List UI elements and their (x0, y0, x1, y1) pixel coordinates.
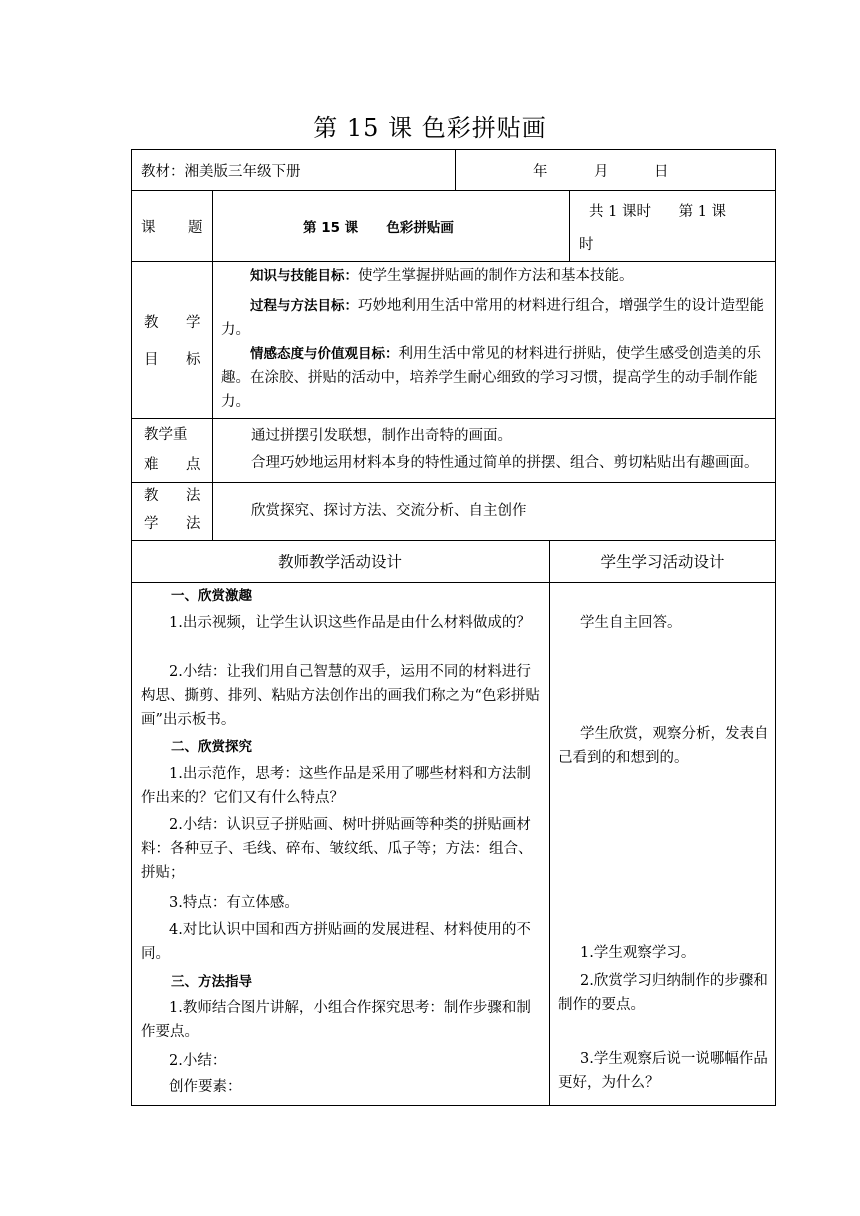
section-heading: 三、方法指导 (171, 974, 252, 990)
col-divider (549, 540, 550, 1106)
row-divider (131, 582, 776, 583)
student-paragraph: 3.学生观察后说一说哪幅作品更好，为什么？ (558, 1051, 768, 1091)
method-label: 学 (144, 516, 159, 532)
student-paragraph: 学生自主回答。 (580, 615, 682, 631)
teacher-paragraph: 1.出示视频，让学生认识这些作品是由什么材料做成的？ (169, 615, 531, 631)
focus-point: 合理巧妙地运用材料本身的特性通过简单的拼摆、组合、剪切粘贴出有趣画面。 (251, 455, 759, 471)
hours-info: 共 1 课时 第 1 课 (589, 204, 727, 220)
date-day-label: 日 (654, 164, 669, 180)
lesson-title: 第 15 课 色彩拼贴画 (303, 220, 454, 236)
teacher-activity-header: 教师教学活动设计 (277, 553, 402, 571)
row-divider (131, 540, 776, 541)
teacher-paragraph: 1.出示范作，思考：这些作品是采用了哪些材料和方法制作出来的？它们又有什么特点？ (141, 766, 531, 806)
focus-point: 通过拼摆引发联想，制作出奇特的画面。 (251, 428, 512, 444)
goals-label: 教 (144, 315, 159, 331)
teacher-paragraph: 2.小结： (169, 1053, 227, 1069)
teacher-paragraph: 创作要素： (169, 1079, 242, 1095)
teacher-paragraph: 1.教师结合图片讲解，小组合作探究思考：制作步骤和制作要点。 (141, 1000, 531, 1040)
date-year-label: 年 (533, 164, 548, 180)
student-paragraph: 2.欣赏学习归纳制作的步骤和制作的要点。 (558, 973, 768, 1013)
method-label: 法 (186, 516, 201, 532)
student-activity-header: 学生学习活动设计 (600, 553, 725, 571)
teacher-paragraph: 3.特点：有立体感。 (169, 895, 299, 911)
hours-info: 时 (579, 237, 594, 253)
method-label: 法 (186, 488, 201, 504)
goal-heading: 知识与技能目标： (250, 268, 358, 284)
method-label: 教 (144, 488, 159, 504)
goal-text: 利用生活中常见的材料进行拼贴，使学生感受创造美的乐趣。在涂胶、拼贴的活动中，培养学生耐心细致的学习习惯，提高学生的动手制作能力。 (221, 346, 761, 410)
method-text: 欣赏探究、探讨方法、交流分析、自主创作 (251, 503, 527, 519)
goals-label: 目 (144, 352, 159, 368)
teacher-paragraph: 2.小结：让我们用自己智慧的双手，运用不同的材料进行构思、撕剪、排列、粘贴方法创作出的画我们称之为“色彩拼贴画”出示板书。 (141, 664, 540, 728)
goal-heading: 情感态度与价值观目标： (250, 346, 399, 362)
goal-knowledge (221, 264, 769, 288)
section-heading: 一、欣赏激趣 (171, 588, 252, 604)
focus-label: 点 (186, 457, 201, 473)
student-paragraph: 1.学生观察学习。 (580, 945, 696, 961)
col-divider (455, 149, 456, 190)
goal-text: 巧妙地利用生活中常用的材料进行组合，增强学生的设计造型能力。 (221, 298, 764, 338)
page-title: 第 15 课 色彩拼贴画 (313, 114, 547, 142)
goal-heading: 过程与方法目标： (250, 298, 358, 314)
textbook-info: 教材：湘美版三年级下册 (141, 164, 301, 180)
goals-label: 学 (186, 315, 201, 331)
col-divider (569, 190, 570, 261)
goal-process (221, 294, 769, 342)
goal-text: 使学生掌握拼贴画的制作方法和基本技能。 (358, 268, 634, 284)
row-divider (131, 261, 776, 262)
focus-label: 教学重 (144, 427, 188, 443)
row-divider (131, 190, 776, 191)
section-heading: 二、欣赏探究 (171, 739, 252, 755)
teacher-paragraph: 4.对比认识中国和西方拼贴画的发展进程、材料使用的不同。 (141, 922, 531, 962)
col-divider (212, 190, 213, 540)
focus-label: 难 (144, 457, 159, 473)
row-divider (131, 418, 776, 419)
teacher-paragraph: 2.小结：认识豆子拼贴画、树叶拼贴画等种类的拼贴画材料：各种豆子、毛线、碎布、皱纹纸、瓜子等；方法：组合、拼贴； (141, 817, 533, 881)
topic-label: 题 (188, 220, 203, 236)
row-divider (131, 482, 776, 483)
goal-attitude (221, 342, 769, 414)
student-paragraph: 学生欣赏，观察分析，发表自己看到的和想到的。 (558, 726, 769, 766)
topic-label: 课 (141, 220, 156, 236)
date-month-label: 月 (594, 164, 609, 180)
goals-label: 标 (186, 352, 201, 368)
